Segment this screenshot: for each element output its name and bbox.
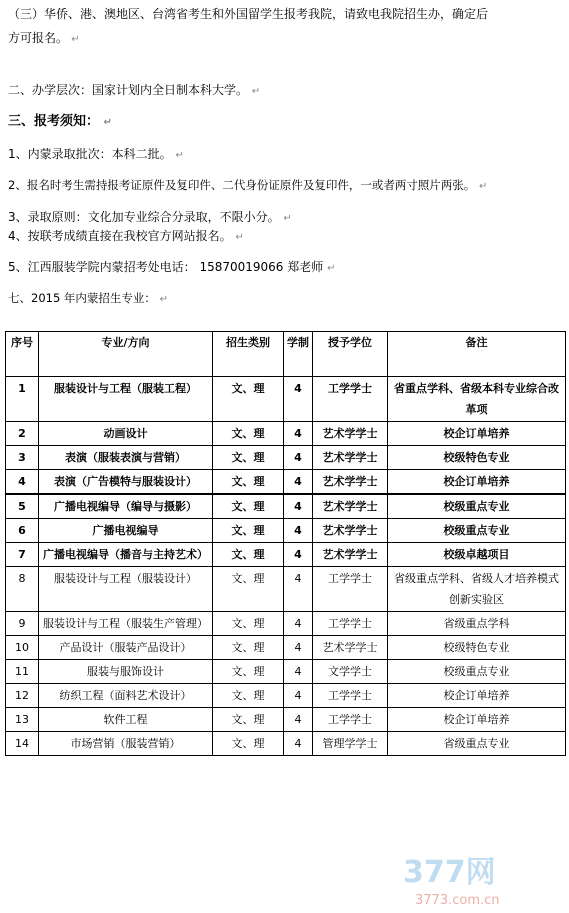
table-row [6,660,566,684]
row-degree: 工学学士 [313,684,388,708]
row-years: 4 [284,708,313,732]
row-degree: 艺术学学士 [313,636,388,660]
table-body [6,377,566,756]
row-remark: 省级重点专业 [388,732,566,756]
row-years: 4 [284,732,313,756]
note-1 [8,144,184,166]
note-5 [8,257,335,279]
row-major: 软件工程 [39,708,213,732]
row-degree: 艺术学学士 [313,543,388,567]
row-major: 广播电视编导（编导与摄影） [39,494,213,519]
note-3-text: 3、录取原则：文化加专业综合分录取，不限小分。 [8,210,280,224]
row-major: 表演（广告模特与服装设计） [39,470,213,495]
row-years: 4 [284,446,313,470]
row-degree: 工学学士 [313,612,388,636]
row-category: 文、理 [213,612,284,636]
row-major: 动画设计 [39,422,213,446]
row-no: 13 [6,708,39,732]
row-degree: 艺术学学士 [313,422,388,446]
row-no: 9 [6,612,39,636]
header-degree: 授予学位 [313,332,388,377]
row-remark: 省级重点学科、省级人才培养模式创新实验区 [388,567,566,612]
row-major: 服装设计与工程（服装生产管理） [39,612,213,636]
section-7-heading [8,288,168,310]
row-category: 文、理 [213,636,284,660]
watermark-text: 377网 [403,855,496,890]
table-row [6,708,566,732]
row-degree: 艺术学学士 [313,470,388,495]
row-years: 4 [284,494,313,519]
note-2-text: 2、报名时考生需持报考证原件及复印件、二代身份证原件及复印件，一或者两寸照片两张。 [8,178,476,192]
row-major: 产品设计（服装产品设计） [39,636,213,660]
row-remark: 省级重点学科 [388,612,566,636]
row-category: 文、理 [213,377,284,422]
header-years: 学制 [284,332,313,377]
note-2 [8,175,487,197]
row-major: 广播电视编导 [39,519,213,543]
row-years: 4 [284,567,313,612]
row-remark: 校级卓越项目 [388,543,566,567]
section-2-heading [8,80,260,102]
row-no: 1 [6,377,39,422]
table-row [6,422,566,446]
row-remark: 校级重点专业 [388,660,566,684]
row-major: 服装与服饰设计 [39,660,213,684]
row-no: 12 [6,684,39,708]
row-degree: 艺术学学士 [313,446,388,470]
note-4-text: 4、按联考成绩直接在我校官方网站报名。 [8,229,232,243]
table-row [6,519,566,543]
row-major: 市场营销（服装营销） [39,732,213,756]
header-no: 序号 [6,332,39,377]
header-major: 专业/方向 [39,332,213,377]
section-7-text: 七、2015 年内蒙招生专业： [8,291,156,305]
row-no: 3 [6,446,39,470]
intro-paragraph [8,2,560,52]
table-row [6,684,566,708]
row-years: 4 [284,660,313,684]
table-row [6,470,566,495]
row-degree: 文学学士 [313,660,388,684]
row-degree: 管理学学士 [313,732,388,756]
intro-line-2: 方可报名。 ↵ [8,31,80,45]
row-years: 4 [284,470,313,495]
section-3-heading [8,112,112,133]
majors-table [5,331,566,756]
row-category: 文、理 [213,446,284,470]
section-2-text: 二、办学层次：国家计划内全日制本科大学。 [8,83,249,97]
row-no: 2 [6,422,39,446]
table-header-row [6,332,566,377]
row-major: 服装设计与工程（服装工程） [39,377,213,422]
row-years: 4 [284,636,313,660]
table-row [6,567,566,612]
row-category: 文、理 [213,567,284,612]
header-category: 招生类别 [213,332,284,377]
row-category: 文、理 [213,422,284,446]
row-degree: 工学学士 [313,708,388,732]
row-category: 文、理 [213,470,284,495]
row-years: 4 [284,377,313,422]
row-major: 服装设计与工程（服装设计） [39,567,213,612]
row-remark: 校企订单培养 [388,684,566,708]
row-category: 文、理 [213,660,284,684]
row-no: 4 [6,470,39,495]
table-row [6,446,566,470]
row-years: 4 [284,543,313,567]
table-row [6,612,566,636]
row-category: 文、理 [213,494,284,519]
row-remark: 省重点学科、省级本科专业综合改革项 [388,377,566,422]
row-remark: 校级特色专业 [388,636,566,660]
row-remark: 校级重点专业 [388,519,566,543]
row-degree: 工学学士 [313,377,388,422]
row-category: 文、理 [213,543,284,567]
header-remark: 备注 [388,332,566,377]
note-4 [8,226,244,248]
row-years: 4 [284,684,313,708]
row-no: 10 [6,636,39,660]
row-degree: 工学学士 [313,567,388,612]
row-remark: 校企订单培养 [388,708,566,732]
row-category: 文、理 [213,708,284,732]
table-row [6,494,566,519]
table-row [6,732,566,756]
table-row [6,543,566,567]
table-row [6,636,566,660]
table-row [6,377,566,422]
watermark-url: 3773.com.cn [415,893,500,908]
row-degree: 艺术学学士 [313,519,388,543]
row-no: 5 [6,494,39,519]
row-category: 文、理 [213,732,284,756]
row-degree: 艺术学学士 [313,494,388,519]
row-remark: 校级特色专业 [388,446,566,470]
row-no: 6 [6,519,39,543]
row-years: 4 [284,519,313,543]
row-no: 7 [6,543,39,567]
site-watermark [395,848,565,910]
row-no: 14 [6,732,39,756]
note-5-text: 5、江西服装学院内蒙招考处电话： 15870019066 郑老师 [8,260,324,274]
row-years: 4 [284,612,313,636]
row-remark: 校级重点专业 [388,494,566,519]
row-category: 文、理 [213,519,284,543]
row-remark: 校企订单培养 [388,422,566,446]
row-remark: 校企订单培养 [388,470,566,495]
row-category: 文、理 [213,684,284,708]
row-major: 纺织工程（面料艺术设计） [39,684,213,708]
section-3-text: 三、报考须知： [8,114,100,129]
row-no: 8 [6,567,39,612]
note-1-text: 1、内蒙录取批次：本科二批。 [8,147,172,161]
row-major: 广播电视编导（播音与主持艺术） [39,543,213,567]
row-major: 表演（服装表演与营销） [39,446,213,470]
row-years: 4 [284,422,313,446]
intro-line-1: （三）华侨、港、澳地区、台湾省考生和外国留学生报考我院，请致电我院招生办，确定后 [8,7,489,21]
row-no: 11 [6,660,39,684]
